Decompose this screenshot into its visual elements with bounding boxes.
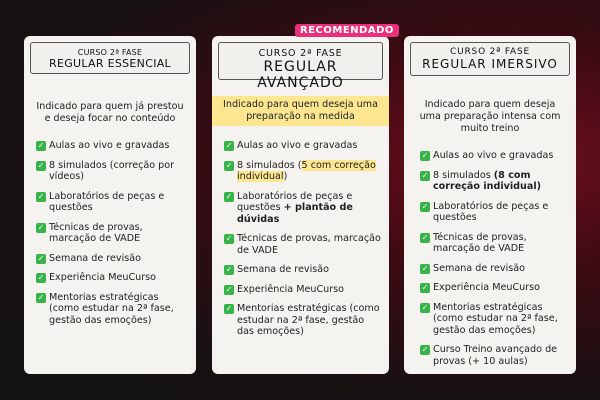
feature-item: ✓ Mentorias estratégicas (como estudar na 2ª fase, gestão das emoções) [225,303,380,337]
feature-item: ✓ Semana de revisão [37,252,141,264]
plan-description: Indicado para quem já prestou e deseja focar no conteúdo [36,101,184,124]
feature-list [36,140,190,326]
highlight-text: 5 com correção individual [237,159,376,182]
feature-list [224,140,383,338]
plan-title: REGULAR IMERSIVO [422,57,558,71]
check-icon: ✓ [37,273,45,282]
check-icon: ✓ [37,191,45,201]
check-icon: ✓ [225,141,233,150]
check-icon: ✓ [421,170,429,180]
feature-item: ✓ Laboratórios de peças e questões [37,190,165,213]
plan-title: REGULAR AVANÇADO [257,59,344,91]
check-icon: ✓ [421,151,429,160]
plan-description: Indicado para quem deseja uma preparação na medida [212,96,389,126]
plan-course-label: CURSO 2ª FASE [77,48,143,57]
check-icon: ✓ [37,253,45,263]
feature-item: ✓ Técnicas de provas, marcação de VADE [37,221,143,244]
feature-item: ✓ 8 simulados (correção por vídeos) [37,159,175,182]
check-icon: ✓ [37,292,45,302]
check-icon: ✓ [421,201,429,211]
plan-header [410,42,570,76]
check-icon: ✓ [225,265,233,274]
feature-item: ✓ Semana de revisão [225,264,329,275]
plan-course-label: CURSO 2ª FASE [450,47,530,57]
feature-item: ✓ Experiência MeuCurso [225,283,345,295]
plan-card-imersivo [404,36,576,374]
plan-card-essencial [24,36,196,374]
plan-card-avancado [212,36,389,374]
feature-list [420,150,570,367]
plan-description: Indicado para quem deseja uma preparação intensa com muito treino [419,99,561,134]
feature-item: ✓ 8 simulados (5 com correção individual) [225,159,376,182]
plan-title: REGULAR ESSENCIAL [49,57,171,70]
feature-item: ✓ Laboratórios de peças e questões [421,200,549,223]
recommended-badge: RECOMENDADO [295,24,399,37]
feature-item: ✓ Laboratórios de peças e questões + plantão de dúvidas [225,190,353,225]
check-icon: ✓ [225,234,233,243]
plan-course-label: CURSO 2ª FASE [258,48,343,59]
feature-item: ✓ Aulas ao vivo e gravadas [37,140,170,151]
feature-item: ✓ Técnicas de provas, marcação de VADE [225,233,381,256]
check-icon: ✓ [37,141,45,150]
feature-item: ✓ 8 simulados (8 com correção individual) [421,169,541,192]
bold-text: + plantão de dúvidas [237,202,353,225]
check-icon: ✓ [421,232,429,242]
check-icon: ✓ [225,160,233,170]
check-icon: ✓ [225,284,233,294]
check-icon: ✓ [421,302,429,312]
feature-item: ✓ Semana de revisão [421,262,525,274]
check-icon: ✓ [37,222,45,232]
plan-header [218,42,383,91]
check-icon: ✓ [421,345,429,354]
check-icon: ✓ [225,304,233,313]
check-icon: ✓ [421,263,429,273]
plan-header [30,42,190,74]
bold-text: (8 com correção individual) [433,169,541,192]
feature-item: ✓ Aulas ao vivo e gravadas [421,150,554,161]
check-icon: ✓ [225,191,233,201]
feature-item: ✓ Aulas ao vivo e gravadas [225,140,358,151]
feature-item: ✓ Experiência MeuCurso [37,272,157,283]
feature-item: ✓ Curso Treino avançado de provas (+ 10 aulas) [421,344,558,367]
check-icon: ✓ [421,283,429,292]
feature-item: ✓ Mentorias estratégicas (como estudar na 2ª fase, gestão das emoções) [421,301,558,336]
feature-item: ✓ Técnicas de provas, marcação de VADE [421,231,527,254]
feature-item: ✓ Mentorias estratégicas (como estudar na 2ª fase, gestão das emoções) [37,291,174,326]
feature-item: ✓ Experiência MeuCurso [421,282,541,293]
check-icon: ✓ [37,160,45,170]
